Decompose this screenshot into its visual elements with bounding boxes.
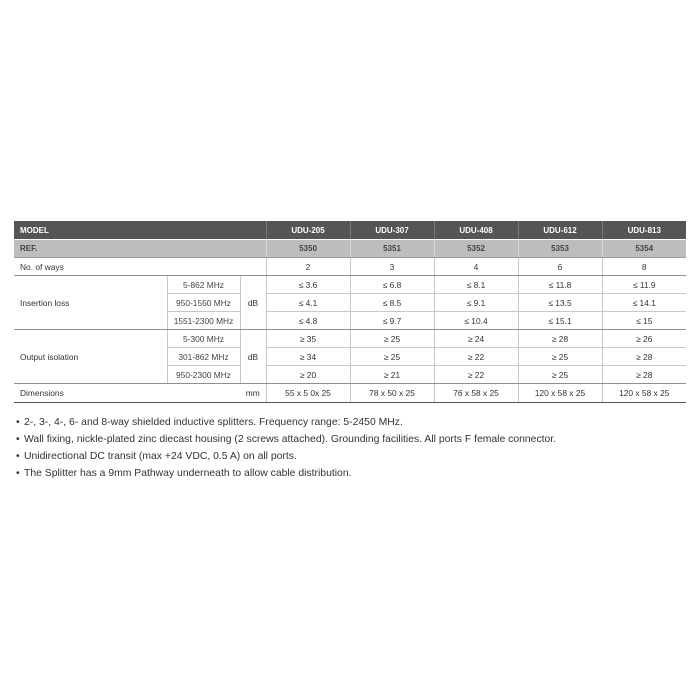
cell-value: 55 x 5 0x 25 bbox=[266, 384, 350, 403]
frequency-range: 1551-2300 MHz bbox=[167, 312, 240, 330]
spec-table bbox=[14, 221, 686, 403]
cell-value: ≤ 9.1 bbox=[434, 294, 518, 312]
frequency-range: 5-300 MHz bbox=[167, 330, 240, 348]
cell-value: ≥ 28 bbox=[602, 366, 686, 384]
cell-value: ≤ 10.4 bbox=[434, 312, 518, 330]
cell-value: ≥ 24 bbox=[434, 330, 518, 348]
note-text: The Splitter has a 9mm Pathway underneath to allow cable distribution. bbox=[24, 468, 352, 479]
ref-label: REF. bbox=[14, 240, 266, 258]
cell-value: ≥ 28 bbox=[602, 348, 686, 366]
insertion-loss-unit: dB bbox=[240, 276, 266, 330]
table-ref-row bbox=[14, 240, 686, 258]
cell-value: ≥ 28 bbox=[518, 330, 602, 348]
header-model: UDU-205 bbox=[266, 221, 350, 240]
cell-value: ≥ 25 bbox=[350, 348, 434, 366]
frequency-range: 950-2300 MHz bbox=[167, 366, 240, 384]
output-isolation-unit: dB bbox=[240, 330, 266, 384]
ref-value: 5351 bbox=[350, 240, 434, 258]
table-header-row bbox=[14, 221, 686, 240]
cell-value: 78 x 50 x 25 bbox=[350, 384, 434, 403]
cell-value: ≤ 6.8 bbox=[350, 276, 434, 294]
cell-value: ≤ 13.5 bbox=[518, 294, 602, 312]
ways-value: 6 bbox=[518, 258, 602, 276]
list-item bbox=[16, 414, 556, 431]
cell-value: ≤ 11.9 bbox=[602, 276, 686, 294]
cell-value: ≤ 15.1 bbox=[518, 312, 602, 330]
cell-value: ≤ 15 bbox=[602, 312, 686, 330]
cell-value: ≥ 25 bbox=[518, 348, 602, 366]
ref-value: 5353 bbox=[518, 240, 602, 258]
cell-value: ≥ 34 bbox=[266, 348, 350, 366]
insertion-loss-label: Insertion loss bbox=[14, 276, 167, 330]
note-text: Wall fixing, nickle-plated zinc diecast housing (2 screws attached). Grounding facilities. All ports F female connector. bbox=[24, 434, 557, 445]
ways-value: 4 bbox=[434, 258, 518, 276]
note-text: Unidirectional DC transit (max +24 VDC, 0.5 A) on all ports. bbox=[24, 451, 297, 462]
header-model: UDU-408 bbox=[434, 221, 518, 240]
dimensions-unit: mm bbox=[240, 384, 266, 403]
output-isolation-label: Output isolation bbox=[14, 330, 167, 384]
cell-value: ≥ 22 bbox=[434, 366, 518, 384]
table-row-output-isolation bbox=[14, 330, 686, 348]
header-model: UDU-307 bbox=[350, 221, 434, 240]
frequency-range: 301-862 MHz bbox=[167, 348, 240, 366]
dimensions-label: Dimensions bbox=[14, 384, 240, 403]
cell-value: ≥ 22 bbox=[434, 348, 518, 366]
cell-value: ≥ 25 bbox=[518, 366, 602, 384]
cell-value: ≥ 20 bbox=[266, 366, 350, 384]
ways-value: 3 bbox=[350, 258, 434, 276]
table-row-dimensions bbox=[14, 384, 686, 403]
cell-value: ≤ 8.5 bbox=[350, 294, 434, 312]
list-item bbox=[16, 448, 556, 465]
feature-notes bbox=[16, 414, 556, 482]
bullet-icon: • bbox=[16, 417, 20, 428]
cell-value: ≤ 3.6 bbox=[266, 276, 350, 294]
cell-value: ≤ 14.1 bbox=[602, 294, 686, 312]
ref-value: 5354 bbox=[602, 240, 686, 258]
cell-value: ≥ 26 bbox=[602, 330, 686, 348]
bullet-icon: • bbox=[16, 434, 20, 445]
cell-value: 76 x 58 x 25 bbox=[434, 384, 518, 403]
list-item bbox=[16, 465, 556, 482]
cell-value: ≤ 8.1 bbox=[434, 276, 518, 294]
cell-value: ≤ 9.7 bbox=[350, 312, 434, 330]
cell-value: ≥ 35 bbox=[266, 330, 350, 348]
ways-value: 8 bbox=[602, 258, 686, 276]
list-item bbox=[16, 431, 556, 448]
frequency-range: 950-1550 MHz bbox=[167, 294, 240, 312]
ways-value: 2 bbox=[266, 258, 350, 276]
cell-value: ≥ 21 bbox=[350, 366, 434, 384]
ref-value: 5352 bbox=[434, 240, 518, 258]
bullet-icon: • bbox=[16, 451, 20, 462]
cell-value: 120 x 58 x 25 bbox=[518, 384, 602, 403]
frequency-range: 5-862 MHz bbox=[167, 276, 240, 294]
cell-value: ≤ 4.1 bbox=[266, 294, 350, 312]
header-model: UDU-813 bbox=[602, 221, 686, 240]
cell-value: ≤ 4.8 bbox=[266, 312, 350, 330]
table-row-insertion-loss bbox=[14, 276, 686, 294]
note-text: 2-, 3-, 4-, 6- and 8-way shielded inductive splitters. Frequency range: 5-2450 MHz. bbox=[24, 417, 403, 428]
bullet-icon: • bbox=[16, 468, 20, 479]
table-row-ways bbox=[14, 258, 686, 276]
header-model-label: MODEL bbox=[14, 221, 266, 240]
ref-value: 5350 bbox=[266, 240, 350, 258]
cell-value: ≤ 11.8 bbox=[518, 276, 602, 294]
cell-value: 120 x 58 x 25 bbox=[602, 384, 686, 403]
header-model: UDU-612 bbox=[518, 221, 602, 240]
ways-label: No. of ways bbox=[14, 258, 266, 276]
cell-value: ≥ 25 bbox=[350, 330, 434, 348]
